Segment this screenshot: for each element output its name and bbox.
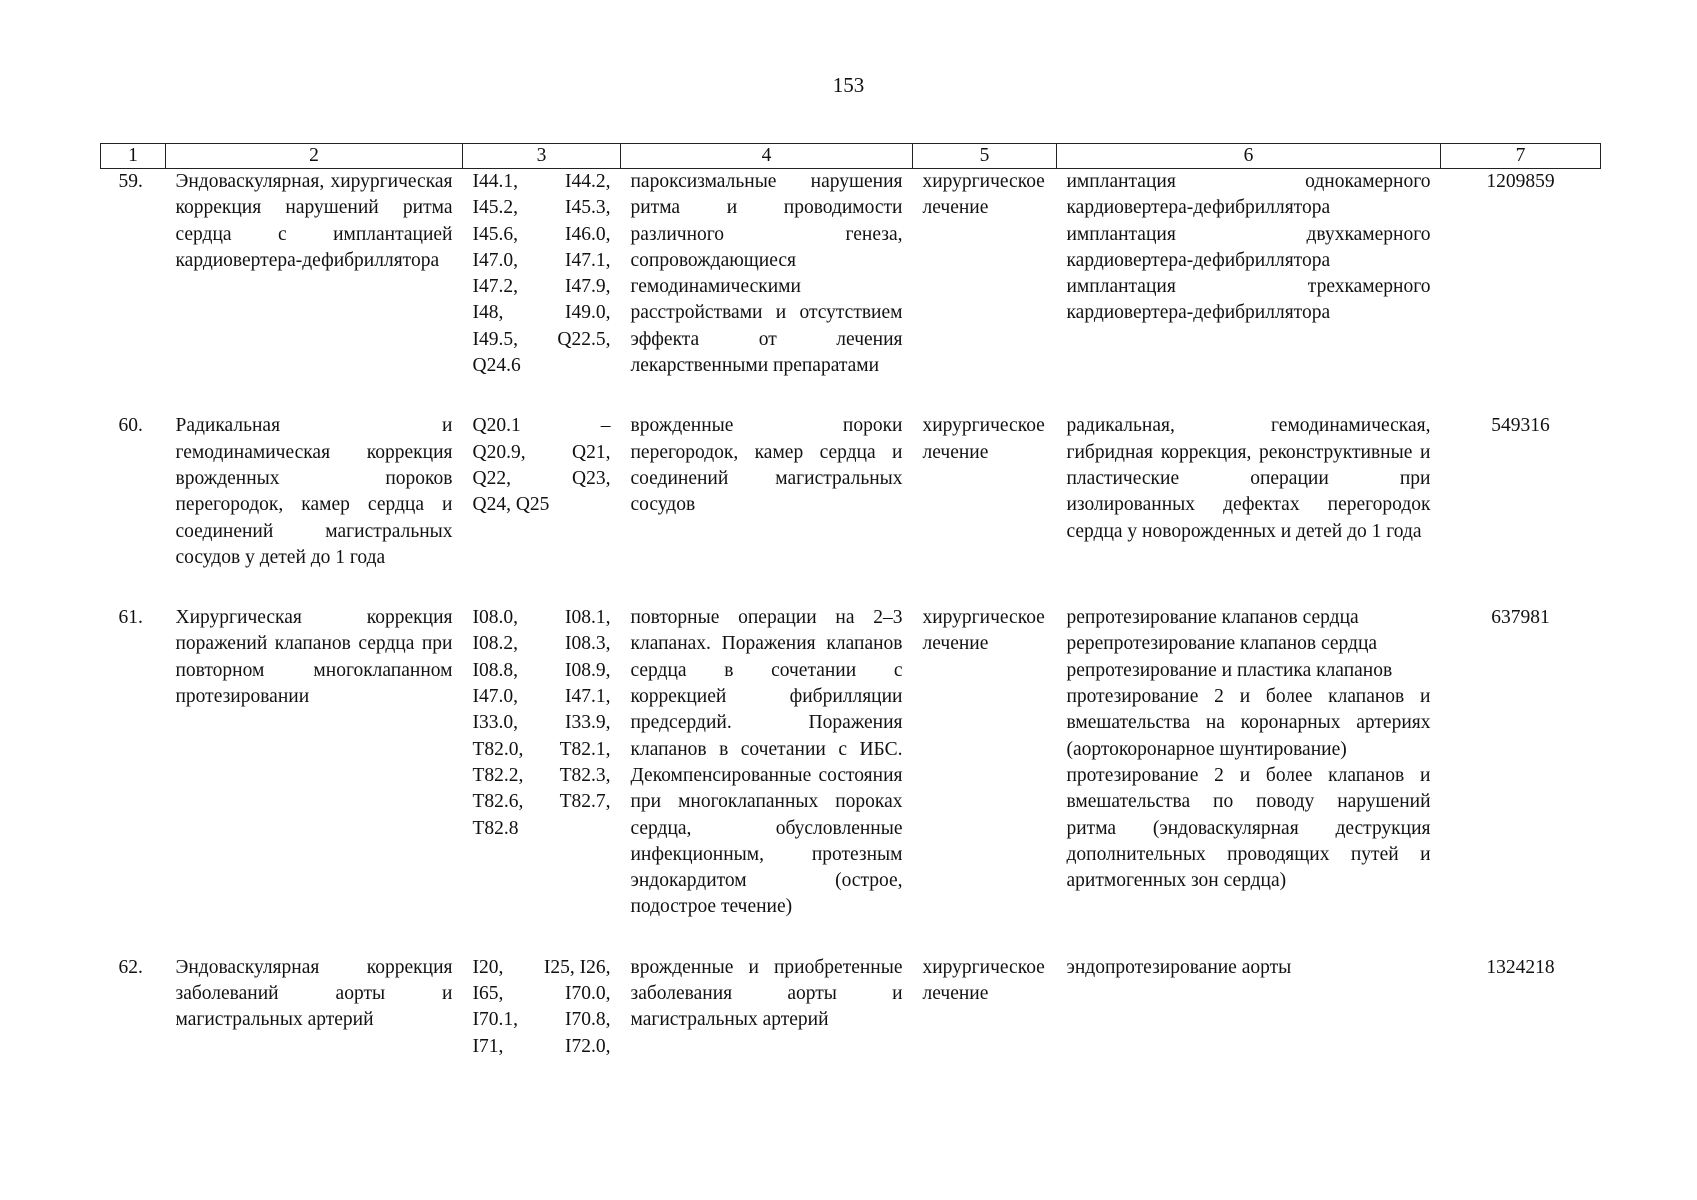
treatment-method: радикальная, гемодинамическая, гибридная коррекция, реконструктивные и пластические операции при изолированных дефектах перегородок сердца у новорожденных и детей до 1 года (1066, 415, 1431, 542)
treatment-methods (1057, 605, 1441, 921)
icd-code-list (473, 955, 611, 1060)
icd-code: Q22.5, (557, 328, 611, 350)
icd-code-list (473, 169, 611, 379)
icd-code: I45.2, (472, 197, 518, 219)
treatment-type: хирургическое лечение (922, 171, 1045, 219)
patient-model: повторные операции на 2–3 клапанах. Поражения клапанов сердца в сочетании с коррекцией фибрилляции предсердий. Поражения клапанов в сочетании с ИБС. Декомпенсированные состояния при многоклапанных пороках сердца, обусловленные инфекционным, протезным эндокардитом (острое, подострое течение) (630, 607, 903, 918)
tariff-value: 1209859 (1486, 171, 1555, 192)
col-header-3: 3 (463, 144, 621, 169)
patient-model: врожденные и приобретенные заболевания аорты и магистральных артерий (630, 956, 903, 1031)
col-header-7: 7 (1441, 144, 1601, 169)
table-row (101, 169, 1601, 380)
row-number: 62. (118, 956, 143, 978)
treatment-type: хирургическое лечение (922, 415, 1045, 463)
icd-codes (463, 605, 621, 921)
icd-code: T82.8 (472, 817, 519, 839)
icd-code: Q24, Q25 (472, 494, 550, 516)
icd-code: I08.3, (565, 633, 611, 655)
treatment-method: имплантация двухкамерного кардиовертера-дефибриллятора (1066, 223, 1431, 271)
treatment-type: хирургическое лечение (922, 607, 1045, 655)
icd-code: Q23, (572, 467, 611, 489)
icd-code: I65, (472, 983, 504, 1005)
row-number: 61. (118, 607, 143, 629)
icd-codes (463, 413, 621, 571)
icd-code: I70.0, (565, 983, 611, 1005)
column-number-header (101, 144, 1601, 169)
tariff-value: 549316 (1491, 415, 1550, 437)
row-number: 59. (118, 171, 143, 192)
icd-code: I49.5, (472, 328, 518, 350)
icd-code: I48, (472, 302, 504, 324)
row-spacer (101, 379, 1601, 413)
icd-code: I47.0, (472, 686, 518, 708)
row-spacer-cell (101, 921, 1601, 955)
icd-code: I70.8, (565, 1009, 611, 1031)
page-number: 153 (832, 73, 865, 97)
service-name: Эндоваскулярная коррекция заболеваний аорты и магистральных артерий (175, 956, 453, 1031)
icd-code: Q20.1 (472, 415, 521, 437)
icd-code: I70.1, (472, 1009, 518, 1031)
treatment-method: репротезирование и пластика клапанов (1066, 659, 1393, 681)
service-name: Радикальная и гемодинамическая коррекция врожденных пороков перегородок, камер сердца и соединений магистральных сосудов у детей до 1 года (175, 415, 453, 568)
service-name: Хирургическая коррекция поражений клапанов сердца при повторном многоклапанном протезировании (175, 607, 453, 708)
col-header-5: 5 (913, 144, 1057, 169)
icd-code: I71, (472, 1035, 504, 1057)
icd-code: I45.3, (565, 197, 611, 219)
icd-code: I33.9, (565, 712, 611, 734)
icd-code: T82.6, (472, 791, 524, 813)
treatment-method: протезирование 2 и более клапанов и вмешательства по поводу нарушений ритма (эндоваскулярная деструкция дополнительных проводящих путей и аритмогенных зон сердца) (1066, 764, 1431, 892)
icd-code: T82.2, (472, 764, 524, 786)
col-header-2: 2 (166, 144, 463, 169)
table-body (101, 169, 1601, 1060)
icd-code: I33.0, (472, 712, 518, 734)
treatment-methods (1057, 955, 1441, 1060)
col-header-4: 4 (621, 144, 913, 169)
service-name: Эндоваскулярная, хирургическая коррекция нарушений ритма сердца с имплантацией кардиовертера-дефибриллятора (175, 171, 453, 271)
table-row (101, 605, 1601, 921)
col-header-6: 6 (1057, 144, 1441, 169)
table-row (101, 413, 1601, 571)
row-spacer-cell (101, 379, 1601, 413)
icd-codes (463, 169, 621, 380)
icd-code: – (600, 415, 611, 437)
icd-code: I08.0, (472, 607, 518, 629)
row-number: 60. (118, 415, 143, 437)
icd-code: Q21, (572, 441, 611, 463)
icd-code: I08.9, (565, 659, 611, 681)
icd-code: I47.0, (472, 249, 518, 271)
table-row (101, 955, 1601, 1060)
icd-code: Q20.9, (472, 441, 526, 463)
treatment-method: репротезирование клапанов сердца (1066, 607, 1359, 629)
treatment-method: эндопротезирование аорты (1066, 956, 1292, 978)
icd-code: Q22, (472, 467, 511, 489)
row-spacer (101, 921, 1601, 955)
icd-code: I45.6, (472, 223, 518, 245)
services-table (100, 143, 1601, 1060)
row-spacer-cell (101, 571, 1601, 605)
treatment-type: хирургическое лечение (922, 956, 1045, 1005)
patient-model: врожденные пороки перегородок, камер сердца и соединений магистральных сосудов (630, 415, 903, 516)
tariff-value: 1324218 (1486, 956, 1555, 978)
icd-code: T82.0, (472, 738, 524, 760)
icd-code: I49.0, (565, 302, 611, 324)
icd-code: I47.2, (472, 276, 518, 298)
treatment-method: имплантация однокамерного кардиовертера-дефибриллятора (1066, 171, 1431, 219)
icd-code: I46.0, (565, 223, 611, 245)
icd-code: I08.8, (472, 659, 518, 681)
icd-code: I20, (472, 956, 504, 978)
icd-code: I44.1, (472, 171, 518, 192)
icd-code: I44.2, (565, 171, 611, 192)
icd-code-list (473, 413, 611, 518)
icd-code: I08.2, (472, 633, 518, 655)
treatment-methods (1057, 413, 1441, 571)
row-spacer (101, 571, 1601, 605)
icd-code: I25, I26, (543, 956, 611, 978)
icd-code: I72.0, (565, 1035, 611, 1057)
icd-code: Q24.6 (472, 355, 521, 377)
icd-code: I47.9, (565, 276, 611, 298)
patient-model: пароксизмальные нарушения ритма и проводимости различного генеза, сопровождающиеся гемодинамическими расстройствами и отсутствием эффекта от лечения лекарственными препаратами (630, 171, 903, 377)
icd-code: T82.7, (559, 791, 611, 813)
treatment-method: протезирование 2 и более клапанов и вмешательства на коронарных артериях (аортокоронарное шунтирование) (1066, 686, 1431, 760)
icd-code: T82.1, (559, 738, 611, 760)
tariff-value: 637981 (1491, 607, 1550, 629)
treatment-method: имплантация трехкамерного кардиовертера-дефибриллятора (1066, 276, 1431, 324)
icd-code-list (473, 605, 611, 842)
col-header-1: 1 (101, 144, 166, 169)
icd-code: I08.1, (565, 607, 611, 629)
icd-codes (463, 955, 621, 1060)
icd-code: I47.1, (565, 249, 611, 271)
icd-code: T82.3, (559, 764, 611, 786)
treatment-methods (1057, 169, 1441, 380)
treatment-method: ререпротезирование клапанов сердца (1066, 633, 1378, 655)
icd-code: I47.1, (565, 686, 611, 708)
